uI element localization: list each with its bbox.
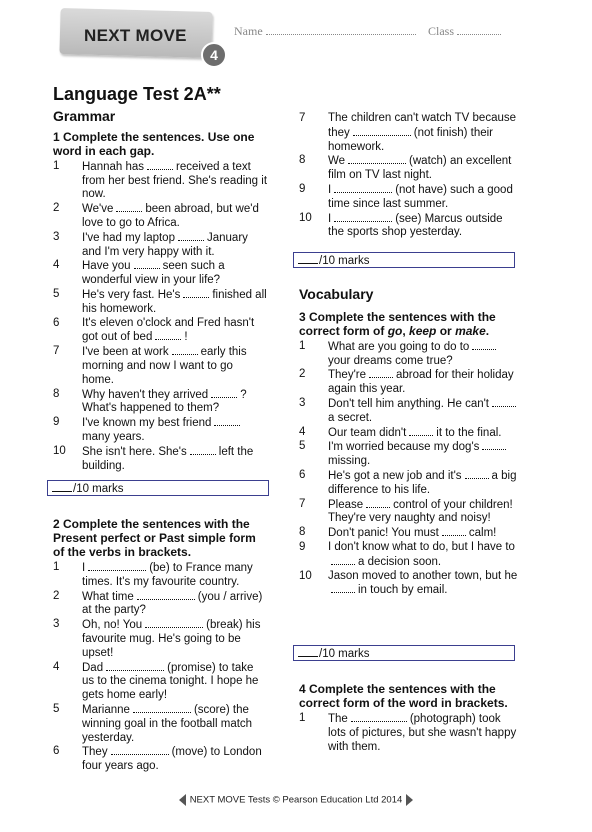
answer-gap[interactable] [409, 426, 433, 436]
vocabulary-heading: Vocabulary [299, 286, 374, 302]
q3-word-make: make [455, 323, 486, 338]
question-text-before: She isn't here. She's [82, 445, 187, 458]
left-column-lower [53, 517, 267, 774]
q4-list [299, 712, 519, 754]
question-text-before: I've known my best friend [82, 417, 212, 430]
right-column [299, 112, 519, 240]
question-text [328, 397, 519, 426]
q3-sep1: , [402, 323, 410, 338]
question-item [299, 368, 519, 397]
answer-gap[interactable] [472, 340, 496, 350]
question-text-after: finished all his homework. [82, 288, 267, 315]
question-text [328, 469, 519, 498]
question-text-before: I've had my laptop [82, 231, 175, 244]
q3-marks-box[interactable] [293, 645, 515, 661]
question-text [82, 445, 267, 474]
question-text-before: Jason moved to another town, but he [328, 569, 518, 582]
class-field [428, 24, 501, 39]
question-text-after: (watch) an excellent film on TV last night. [328, 155, 512, 182]
unit-number-badge: 4 [201, 42, 227, 68]
question-text [82, 703, 267, 745]
question-number: 8 [299, 154, 306, 167]
question-text-before: I [328, 183, 332, 196]
q4-instruction: 4 Complete the sentences with the correct form of the word in brackets. [299, 682, 508, 710]
class-line[interactable] [457, 25, 501, 35]
question-text-after: calm! [468, 527, 497, 540]
answer-gap[interactable] [111, 745, 169, 755]
question-text-before: Please [328, 498, 364, 511]
question-text-after: (not have) such a good time since last summer. [328, 183, 513, 210]
q2-marks-box[interactable] [293, 252, 515, 268]
question-text-after: January and I'm very happy with it. [82, 231, 248, 258]
answer-gap[interactable] [353, 126, 411, 136]
question-number: 1 [299, 339, 306, 352]
q1-marks-label: /10 marks [73, 483, 124, 495]
question-text [82, 288, 267, 317]
question-text-before: Have you [82, 260, 131, 273]
question-text-before: It's eleven o'clock and Fred hasn't got out of bed [82, 316, 255, 344]
question-text-after: (you / arrive) at the party? [82, 590, 263, 617]
question-text-before: I don't know what to do, but I have to [328, 540, 515, 553]
answer-gap[interactable] [348, 154, 406, 164]
question-text [328, 712, 519, 754]
question-text [82, 618, 267, 660]
question-text [328, 154, 519, 183]
question-item [299, 440, 519, 469]
answer-gap[interactable] [137, 590, 195, 600]
question-item [53, 160, 267, 202]
question-text [328, 440, 519, 469]
q1-list [53, 160, 267, 474]
question-text-after: (not finish) their homework. [328, 126, 494, 153]
question-item [299, 212, 519, 241]
question-text-before: I'm worried because my dog's [328, 441, 480, 454]
question-number: 8 [53, 387, 60, 400]
question-number: 5 [53, 287, 60, 300]
question-text [82, 345, 267, 387]
name-line[interactable] [266, 25, 416, 35]
right-column-q4 [299, 682, 519, 754]
question-text-before: They're [328, 369, 366, 382]
q3-marks-label: /10 marks [319, 648, 370, 660]
question-text-before: The children can't watch TV because they [328, 112, 517, 139]
q2-instruction: 2 Complete the sentences with the Present perfect or Past simple form of the verbs in brackets. [53, 517, 256, 559]
question-text [328, 498, 519, 527]
right-column-vocab [299, 288, 519, 598]
answer-gap[interactable] [116, 202, 142, 212]
q2-marks-label: /10 marks [319, 255, 370, 267]
q3-word-go: go [387, 323, 403, 338]
page-title: Language Test 2A** [53, 84, 221, 104]
question-number: 5 [299, 440, 306, 453]
question-item [53, 590, 267, 619]
question-item [53, 661, 267, 703]
question-item [299, 340, 519, 369]
question-text [328, 368, 519, 397]
question-text-after: missing. [328, 455, 371, 468]
question-number: 4 [53, 660, 60, 673]
answer-gap[interactable] [334, 212, 392, 222]
question-number: 6 [53, 745, 60, 758]
answer-gap[interactable] [133, 703, 191, 713]
question-text-after: it to the final. [436, 426, 502, 439]
question-text [328, 570, 519, 599]
grammar-heading: Grammar [53, 108, 116, 124]
question-item [299, 570, 519, 599]
name-field [234, 24, 416, 39]
answer-gap[interactable] [442, 526, 466, 536]
question-text [82, 416, 267, 445]
question-number: 3 [53, 618, 60, 631]
answer-gap[interactable] [172, 345, 198, 355]
answer-gap[interactable] [334, 183, 392, 193]
question-number: 10 [299, 569, 312, 582]
question-text-after: in touch by email. [358, 584, 448, 597]
question-item [53, 745, 267, 774]
question-number: 9 [299, 540, 306, 553]
q1-score-line[interactable] [52, 481, 72, 492]
answer-gap[interactable] [147, 160, 173, 170]
question-item [299, 541, 519, 570]
page-footer [0, 794, 592, 806]
answer-gap[interactable] [482, 440, 506, 450]
question-number: 8 [299, 526, 306, 539]
question-text-after: been abroad, but we'd love to go to Africa. [82, 203, 259, 229]
question-text-after: a decision soon. [358, 555, 442, 568]
prev-page-icon[interactable] [179, 794, 186, 806]
answer-gap[interactable] [134, 259, 160, 269]
q2-list-part2 [299, 112, 519, 240]
answer-gap[interactable] [331, 555, 355, 565]
question-text [82, 661, 267, 703]
name-label: Name [234, 24, 263, 38]
question-text [82, 160, 267, 202]
question-item [299, 183, 519, 212]
question-number: 2 [53, 589, 60, 602]
answer-gap[interactable] [106, 661, 164, 671]
next-page-icon[interactable] [406, 794, 413, 806]
question-text-after: a secret. [328, 411, 373, 424]
answer-gap[interactable] [211, 388, 237, 398]
question-text [328, 212, 519, 241]
question-text-after: early this morning and now I want to go home. [82, 346, 247, 386]
question-text-after: left the building. [82, 445, 254, 472]
question-number: 10 [299, 211, 312, 224]
question-text [328, 541, 519, 570]
answer-gap[interactable] [492, 397, 516, 407]
question-text-after: (break) his favourite mug. He's going to be upset! [82, 619, 261, 659]
question-text-after: (promise) to take us to the cinema tonight. I hope he gets home early! [82, 661, 259, 702]
question-item [299, 154, 519, 183]
answer-gap[interactable] [331, 583, 355, 593]
answer-gap[interactable] [88, 561, 146, 571]
question-number: 9 [299, 182, 306, 195]
question-text-before: Marianne [82, 703, 130, 716]
question-text-before: I [328, 212, 332, 225]
question-number: 4 [53, 259, 60, 272]
question-item [53, 561, 267, 590]
question-text-after: received a text from her best friend. She's reading it now. [82, 160, 268, 201]
q3-list [299, 340, 519, 598]
question-text [82, 202, 267, 231]
answer-gap[interactable] [214, 416, 240, 426]
answer-gap[interactable] [145, 618, 203, 628]
question-item [299, 397, 519, 426]
question-text-before: He's very fast. He's [82, 288, 181, 301]
q3-instruction-text: 3 Complete the sentences with the correct form of [299, 309, 496, 338]
question-item [53, 445, 267, 474]
question-text [328, 340, 519, 369]
question-number: 9 [53, 416, 60, 429]
question-item [53, 317, 267, 346]
question-text [328, 183, 519, 212]
question-item [299, 469, 519, 498]
question-text-after: (be) to France many times. It's my favourite country. [82, 562, 253, 588]
question-item [53, 388, 267, 417]
question-item [53, 259, 267, 288]
question-item [53, 345, 267, 387]
question-text [82, 259, 267, 288]
question-number: 6 [299, 468, 306, 481]
answer-gap[interactable] [351, 712, 407, 722]
header-tab-title: NEXT MOVE [84, 26, 187, 45]
question-text-after: many years. [82, 430, 145, 443]
question-item [53, 416, 267, 445]
question-number: 10 [53, 444, 66, 457]
q2-list-part1 [53, 561, 267, 774]
question-text [328, 526, 519, 541]
question-number: 1 [299, 712, 306, 724]
question-number: 6 [53, 316, 60, 329]
question-text [82, 590, 267, 619]
question-text-after: a big difference to his life. [328, 469, 517, 496]
question-text-after: seen such a wonderful view in your life? [82, 260, 225, 287]
question-text-before: Don't panic! You must [328, 527, 439, 540]
answer-gap[interactable] [183, 288, 209, 298]
question-text [82, 231, 267, 260]
question-text-after: ? What's happened to them? [82, 388, 247, 415]
question-item [299, 498, 519, 527]
q3-instruction [299, 310, 519, 338]
question-number: 3 [299, 396, 306, 409]
answer-gap[interactable] [465, 469, 489, 479]
class-label: Class [428, 24, 455, 38]
answer-gap[interactable] [366, 498, 390, 508]
question-text-after: (see) Marcus outside the sports shop yesterday. [328, 212, 503, 239]
question-text-before: Why haven't they arrived [82, 388, 209, 401]
answer-gap[interactable] [155, 330, 181, 340]
question-text [82, 745, 267, 774]
question-number: 2 [53, 202, 60, 215]
question-number: 3 [53, 230, 60, 243]
question-text [82, 388, 267, 417]
left-column [53, 110, 267, 473]
question-number: 2 [299, 368, 306, 381]
question-text-before: Oh, no! You [82, 619, 143, 632]
question-text-before: Dad [82, 661, 104, 674]
question-text [82, 561, 267, 590]
question-text-after: your dreams come true? [328, 354, 453, 367]
q3-instruction-end: . [485, 323, 490, 338]
question-text-before: What time [82, 590, 134, 603]
question-text-after: abroad for their holiday again this year. [328, 369, 514, 396]
question-text-after: (score) the winning goal in the football match yesterday. [82, 703, 253, 744]
q1-marks-box[interactable] [47, 480, 269, 496]
footer-text: NEXT MOVE Tests © Pearson Education Ltd 2014 [189, 794, 403, 806]
question-text-before: I've been at work [82, 346, 169, 359]
question-number: 4 [299, 425, 306, 438]
question-number: 7 [53, 345, 60, 358]
question-text [328, 112, 519, 154]
question-text-before: Hannah has [82, 160, 145, 173]
question-text-before: Our team didn't [328, 426, 407, 439]
answer-gap[interactable] [178, 231, 204, 241]
question-item [53, 288, 267, 317]
question-item [53, 202, 267, 231]
question-item [53, 618, 267, 660]
question-text [328, 426, 519, 441]
question-item [53, 231, 267, 260]
q1-instruction: 1 Complete the sentences. Use one word in each gap. [53, 129, 255, 158]
question-item [299, 426, 519, 441]
q3-score-line[interactable] [298, 646, 318, 657]
q3-sep2: or [436, 323, 456, 338]
question-text-before: We [328, 155, 346, 168]
question-number: 5 [53, 702, 60, 715]
q3-word-keep: keep [409, 323, 437, 338]
question-item [299, 712, 519, 754]
answer-gap[interactable] [190, 445, 216, 455]
question-text-before: He's got a new job and it's [328, 469, 462, 482]
question-text-after: (move) to London four years ago. [82, 746, 262, 773]
question-text-after: control of your children! They're very naughty and noisy! [328, 498, 513, 525]
question-item [299, 112, 519, 154]
question-text-before: I [82, 562, 86, 574]
question-text-before: We've [82, 203, 114, 216]
question-number: 7 [299, 112, 306, 124]
question-number: 1 [53, 159, 60, 172]
q2-score-line[interactable] [298, 253, 318, 264]
question-number: 1 [53, 561, 60, 573]
question-item [53, 703, 267, 745]
answer-gap[interactable] [369, 368, 393, 378]
question-text-after: (photograph) took lots of pictures, but she wasn't happy with them. [328, 713, 517, 753]
question-text-after: ! [184, 331, 188, 344]
question-text-before: They [82, 746, 108, 759]
question-text-before: The [328, 713, 348, 725]
question-text-before: Don't tell him anything. He can't [328, 397, 489, 410]
question-text [82, 317, 267, 346]
question-text-before: What are you going to do to [328, 340, 470, 353]
question-item [299, 526, 519, 541]
question-number: 7 [299, 497, 306, 510]
